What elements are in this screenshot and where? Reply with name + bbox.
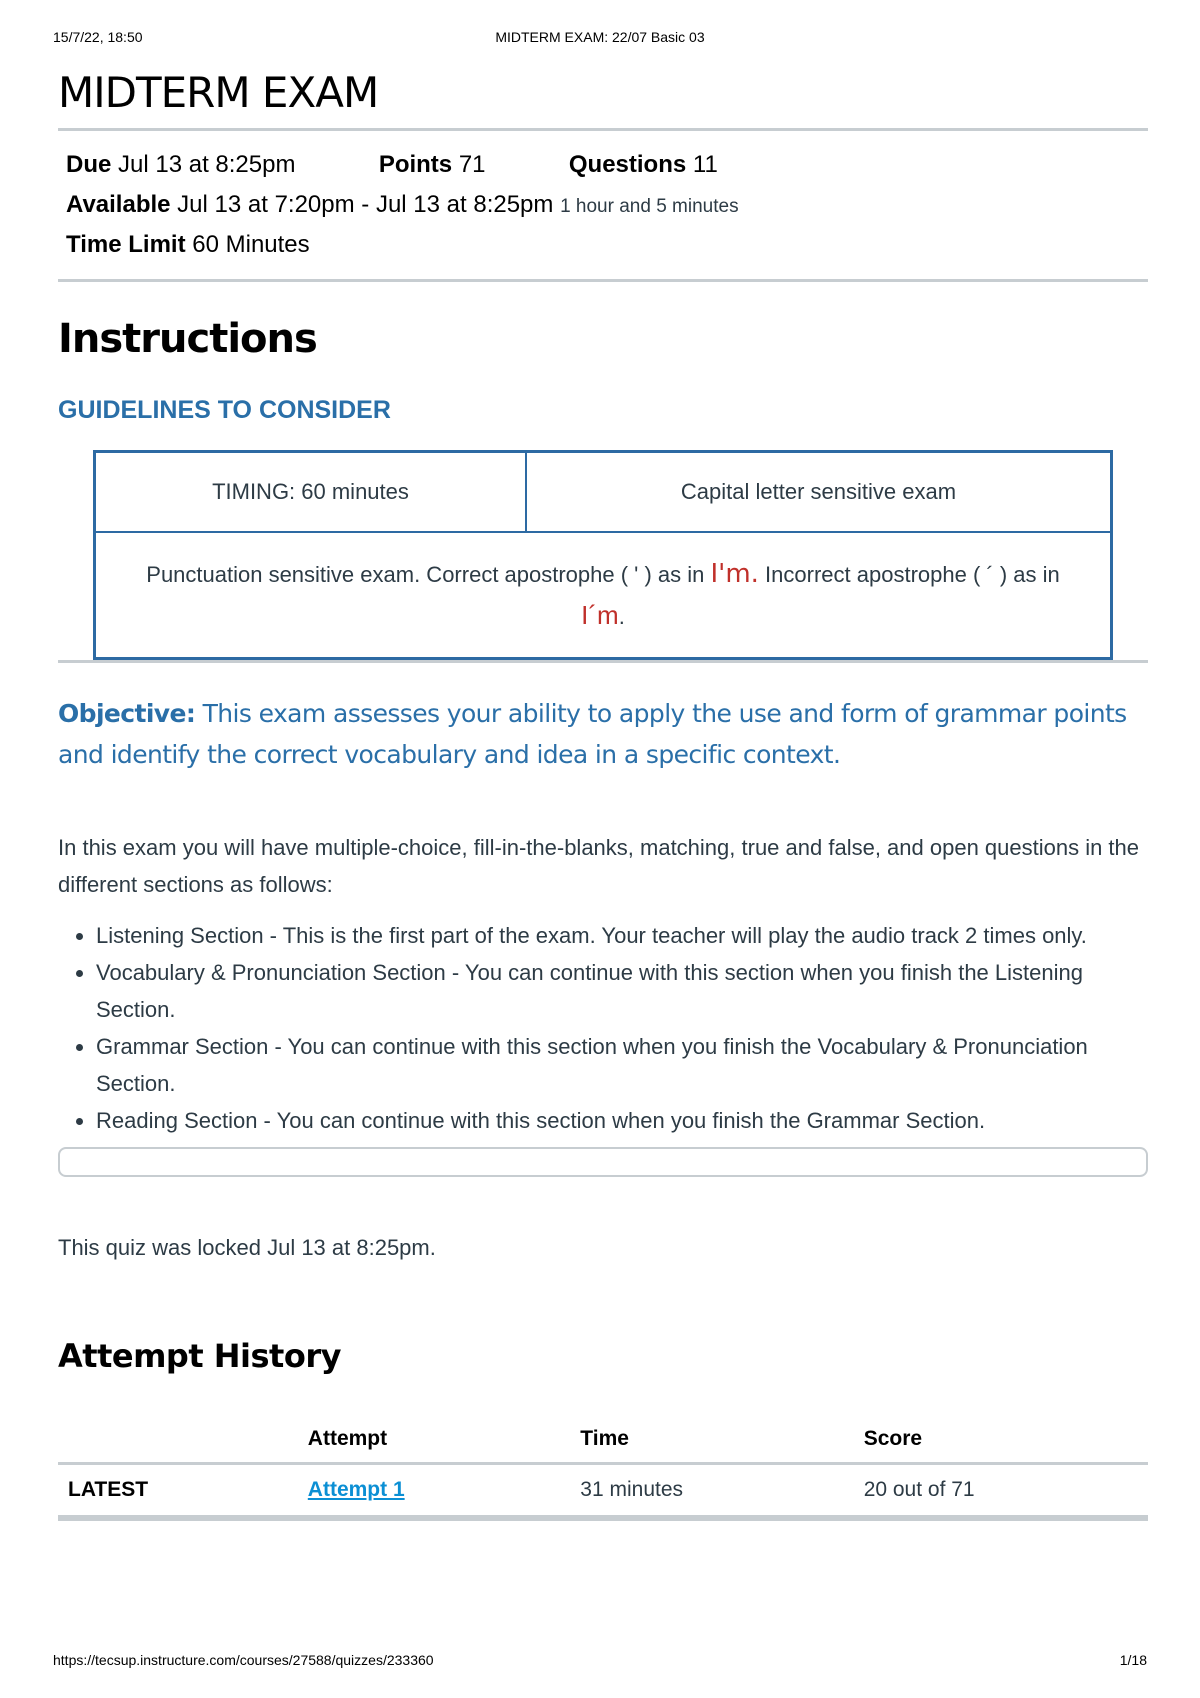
- list-item: • Grammar Section - You can continue with this section when you finish the Vocabulary & Pronunciation Section.: [96, 1028, 1148, 1102]
- attempt-link[interactable]: Attempt 1: [307, 1477, 405, 1501]
- due-value: Jul 13 at 8:25pm: [118, 151, 296, 178]
- locked-notice: This quiz was locked Jul 13 at 8:25pm.: [58, 1235, 436, 1260]
- list-item: • Reading Section - You can continue with this section when you finish the Grammar Section.: [96, 1102, 1148, 1139]
- correct-example: I'm.: [710, 558, 759, 589]
- punct-suffix: .: [618, 603, 625, 629]
- sections-list: [58, 917, 1148, 1139]
- details-row-3: [66, 225, 1140, 265]
- available-duration: 1 hour and 5 minutes: [560, 196, 739, 217]
- punctuation-cell: [95, 532, 1112, 659]
- attempt-history-table: [58, 1416, 1148, 1518]
- available-label: Available: [66, 191, 171, 218]
- objective: [58, 693, 1148, 775]
- capital-cell: Capital letter sensitive exam: [526, 452, 1112, 533]
- print-datetime: 15/7/22, 18:50: [53, 29, 143, 45]
- time-limit-label: Time Limit: [66, 231, 186, 258]
- punct-middle: Incorrect apostrophe ( ´ ) as in: [758, 561, 1060, 587]
- time-cell: 31 minutes: [580, 1477, 684, 1501]
- intro-paragraph: In this exam you will have multiple-choice, fill-in-the-blanks, matching, true and false, and open questions in the different sections as follows:: [58, 835, 1140, 897]
- divider: [58, 1518, 1148, 1521]
- divider: [58, 279, 1148, 282]
- punct-prefix: Punctuation sensitive exam. Correct apostrophe ( ' ) as in: [146, 561, 711, 587]
- guidelines-table: [93, 450, 1113, 660]
- print-footer: [53, 1652, 1147, 1672]
- points-value: 71: [458, 151, 486, 178]
- time-limit-value: 60 Minutes: [192, 231, 310, 258]
- quiz-page: [58, 60, 1148, 1521]
- column-header: Time: [580, 1426, 629, 1450]
- details-row-2: [66, 185, 1140, 225]
- page-title: MIDTERM EXAM: [58, 68, 379, 117]
- column-header: Attempt: [307, 1426, 388, 1450]
- due-label: Due: [66, 151, 112, 178]
- table-row: [58, 1463, 1148, 1516]
- questions-label: Questions: [568, 151, 687, 178]
- objective-text: This exam assesses your ability to apply the use and form of grammar points and identify the correct vocabulary and idea in a specific context.: [58, 699, 1127, 769]
- score-cell: 20 out of 71: [863, 1477, 975, 1501]
- column-header: Score: [863, 1426, 923, 1450]
- divider: [58, 660, 1148, 663]
- empty-content-box: [58, 1147, 1148, 1177]
- list-item: • Listening Section - This is the first part of the exam. Your teacher will play the audio track 2 times only.: [96, 917, 1148, 954]
- timing-cell: TIMING: 60 minutes: [95, 452, 526, 533]
- list-item: • Vocabulary & Pronunciation Section - You can continue with this section when you finish the Listening Section.: [96, 954, 1148, 1028]
- incorrect-example: I´m: [581, 599, 619, 630]
- table-header-row: [58, 1416, 1148, 1464]
- print-url: https://tecsup.instructure.com/courses/27588/quizzes/233360: [53, 1652, 434, 1668]
- column-header: [58, 1416, 298, 1464]
- print-header: [53, 29, 1147, 49]
- print-page-title: MIDTERM EXAM: 22/07 Basic 03: [495, 29, 705, 45]
- instructions-heading: Instructions: [58, 316, 317, 362]
- guidelines-heading: GUIDELINES TO CONSIDER: [58, 396, 391, 424]
- latest-label: LATEST: [68, 1477, 149, 1501]
- attempt-history-heading: Attempt History: [58, 1337, 341, 1375]
- details-row-1: [66, 145, 1140, 185]
- objective-label: Objective:: [58, 699, 196, 728]
- questions-value: 11: [692, 151, 718, 178]
- attempt-cell: [298, 1463, 571, 1516]
- quiz-details: [58, 131, 1148, 279]
- print-page-number: 1/18: [1119, 1652, 1147, 1668]
- available-value: Jul 13 at 7:20pm - Jul 13 at 8:25pm: [177, 191, 554, 218]
- points-label: Points: [378, 151, 453, 178]
